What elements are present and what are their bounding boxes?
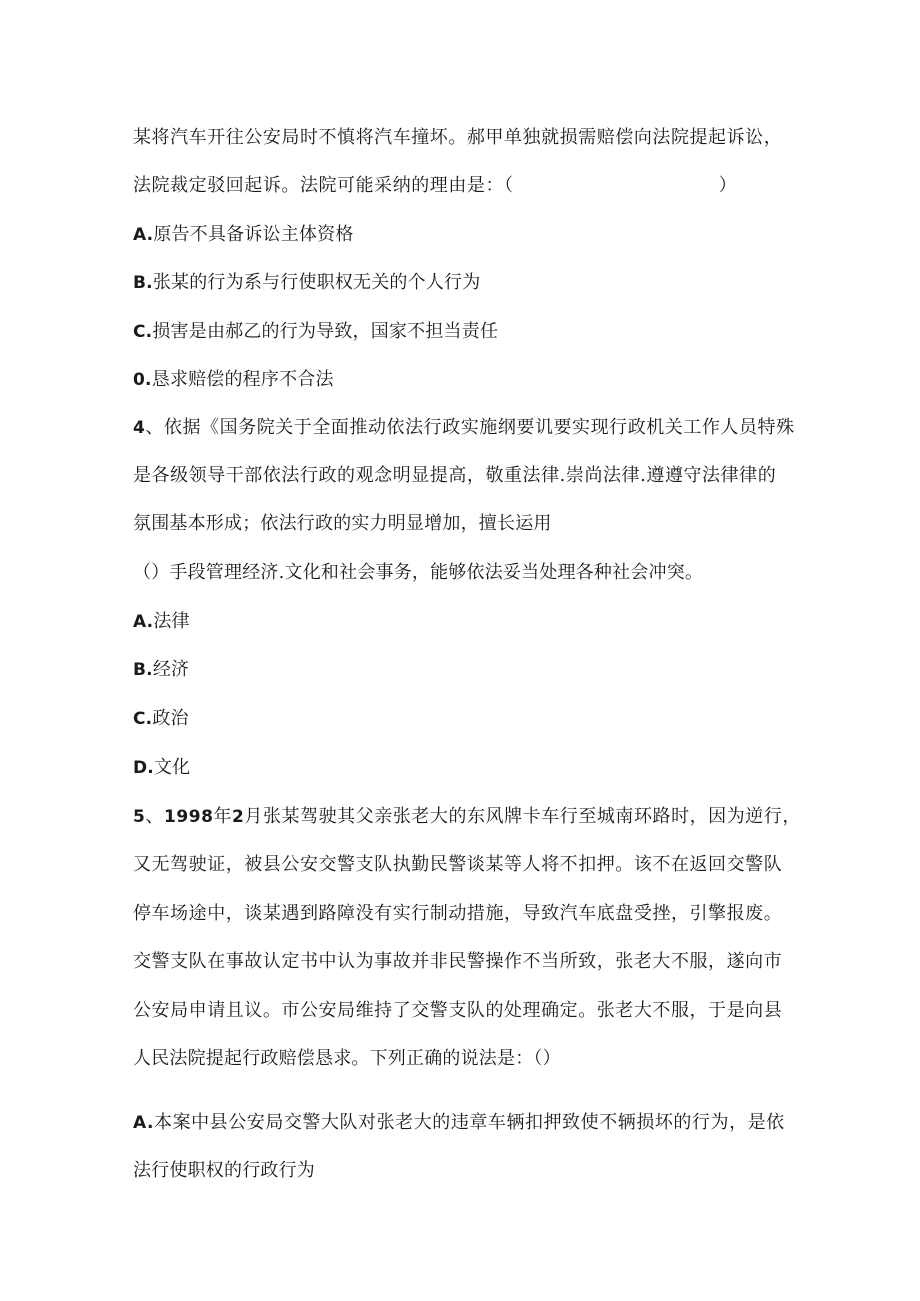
option-text: 损害是由郝乙的行为导致，国家不担当责任 <box>152 321 499 342</box>
q3-stem-line-1 <box>133 126 793 150</box>
option-text: 张某的行为系与行使职权无关的个人行为 <box>152 272 481 293</box>
q4-stem-line-4 <box>133 561 793 585</box>
option-text: 恳求赔偿的程序不合法 <box>151 369 334 390</box>
q4-option-b <box>133 658 793 682</box>
q5-stem-line-1-b: 年 <box>213 806 233 827</box>
q3-stem-line-2-close: ） <box>718 175 738 196</box>
q5-stem-line-4-text: 交警支队在事故认定书中认为事故并非民警操作不当所致，张老大不服，遂向市 <box>133 951 783 972</box>
option-mark: C. <box>133 322 153 342</box>
q4-stem-line-3-text: 氛围基本形成；依法行政的实力明显增加，擅长运用 <box>133 513 552 534</box>
q5-option-a-line-2 <box>133 1159 793 1183</box>
q3-option-b <box>133 271 793 295</box>
option-mark: D. <box>133 758 154 778</box>
q4-stem-line-4-text: （）手段管理经济.文化和社会事务，能够依法妥当处理各种社会冲突。 <box>133 562 704 583</box>
option-text: 本案中县公安局交警大队对张老大的违章车辆扣押致使不辆损坏的行为，是依 <box>154 1112 785 1133</box>
option-mark: B. <box>133 273 153 293</box>
q5-stem-line-6 <box>133 1047 793 1071</box>
option-mark: 0. <box>133 370 152 390</box>
option-mark: A. <box>133 225 154 245</box>
q4-stem-line-3 <box>133 512 793 536</box>
option-mark: C. <box>133 709 153 729</box>
option-text: 文化 <box>153 757 191 778</box>
q5-stem-line-5-text: 公安局申请且议。市公安局维持了交警支队的处理确定。张老大不服，于是向县 <box>133 1000 783 1021</box>
q4-option-c <box>133 707 793 731</box>
q3-stem-line-2-text: 法院裁定驳回起诉。法院可能采纳的理由是：（ <box>133 175 514 196</box>
q5-stem-line-5 <box>133 999 793 1023</box>
q3-option-a <box>133 223 793 247</box>
option-text: 原告不具备诉讼主体资格 <box>153 224 354 245</box>
q5-stem-line-3-text: 停车场途中，谈某遇到路障没有实行制动措施，导致汽车底盘受挫，引擎报废。 <box>133 903 783 924</box>
q3-stem-line-2 <box>133 174 793 198</box>
q5-stem-line-2-text: 又无驾驶证，被县公安交警支队执勤民警谈某等人将不扣押。该不在返回交警队 <box>133 854 783 875</box>
q4-stem-line-1-text: 、依据《国务院关于全面推动依法行政实施纲要讥要实现行政机关工作人员特殊 <box>145 417 795 438</box>
q5-stem-line-1-a: 、 <box>145 806 164 827</box>
q4-stem-line-2 <box>133 464 793 488</box>
option-mark: B. <box>133 660 153 680</box>
q3-option-c <box>133 320 793 344</box>
year-value: 1998 <box>163 807 214 827</box>
q5-stem-line-6-text: 人民法院提起行政赔偿恳求。下列正确的说法是：（） <box>133 1048 561 1069</box>
option-text: 经济 <box>152 659 190 680</box>
q4-stem-line-1 <box>133 416 793 440</box>
q5-option-a-line-1 <box>133 1111 793 1135</box>
q4-option-d <box>133 756 793 780</box>
question-number: 4 <box>133 418 146 438</box>
question-number: 5 <box>133 807 146 827</box>
q5-stem-line-1-c: 月张某驾驶其父亲张老大的东风牌卡车行至城南环路时，因为逆行， <box>244 806 801 827</box>
q5-stem-line-4 <box>133 950 793 974</box>
q3-stem-line-1-text: 某将汽车开往公安局时不慎将汽车撞坏。郝甲单独就损需赔偿向法院提起诉讼， <box>133 127 783 148</box>
q5-stem-line-1 <box>133 805 801 829</box>
q5-stem-line-3 <box>133 902 793 926</box>
q5-stem-line-2 <box>133 853 793 877</box>
month-value: 2 <box>232 807 245 827</box>
option-text: 法行使职权的行政行为 <box>133 1160 315 1181</box>
q3-option-d <box>133 368 793 392</box>
option-mark: A. <box>133 1113 155 1133</box>
option-text: 政治 <box>152 708 189 729</box>
option-mark: A. <box>133 612 154 632</box>
q4-option-a <box>133 610 793 634</box>
option-text: 法律 <box>153 611 190 632</box>
q4-stem-line-2-text: 是各级领导干部依法行政的观念明显提高，敬重法律.崇尚法律.遵遵守法律律的 <box>133 465 777 486</box>
